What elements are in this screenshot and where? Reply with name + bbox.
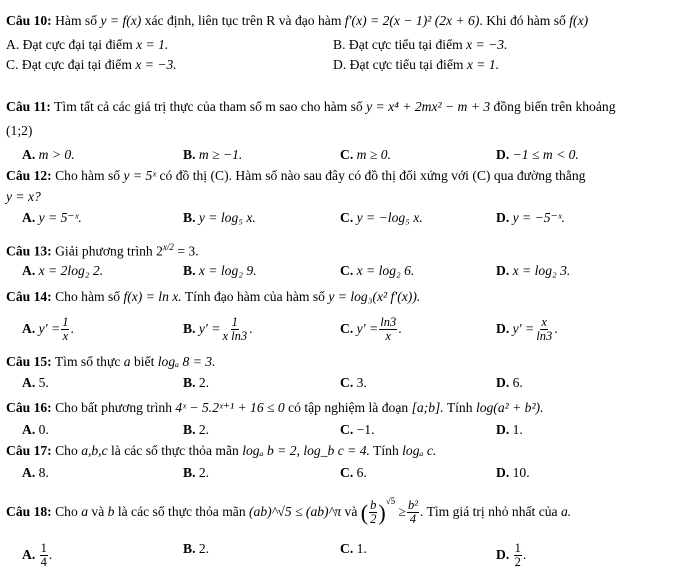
- q12-text-a: Cho hàm số: [55, 168, 121, 183]
- q16-text-a: Cho bất phương trình: [55, 400, 172, 415]
- q17-option-b[interactable]: [183, 466, 209, 480]
- fraction-denominator: 2: [514, 555, 521, 569]
- q16-formula-1: 4ˣ − 5.2ˣ⁺¹ + 16 ≤ 0: [175, 400, 285, 415]
- option-label: B.: [183, 541, 196, 556]
- q10-text-a: Hàm số: [55, 13, 98, 28]
- option-label: D.: [496, 375, 510, 390]
- option-label: A.: [22, 422, 36, 437]
- q13-option-d[interactable]: [496, 264, 570, 278]
- option-expr: 2.: [198, 375, 210, 390]
- option-expr: x = log₂ 3.: [512, 263, 571, 278]
- q14-formula-1: f(x) = ln x.: [123, 289, 182, 304]
- option-expr: x = −3.: [135, 57, 177, 72]
- option-expr: 8.: [38, 465, 49, 480]
- option-fraction: [535, 316, 553, 343]
- q15-option-d[interactable]: [496, 376, 523, 390]
- q15-stem: [6, 355, 216, 369]
- q15-variable: a: [123, 354, 131, 369]
- q18-option-d[interactable]: [496, 542, 526, 569]
- q18-left-paren: (: [360, 499, 369, 525]
- q18-var-end: a.: [560, 504, 572, 519]
- option-label: A.: [22, 210, 36, 225]
- q13-exponent: x/2: [162, 242, 174, 252]
- option-end: .: [522, 546, 527, 562]
- q10-option-d[interactable]: [333, 58, 499, 72]
- q11-text-b: đồng biến trên khoảng: [493, 99, 616, 114]
- option-end: .: [249, 320, 253, 336]
- q16-formula-2: [a;b].: [411, 400, 444, 415]
- q18-var-a: a: [81, 504, 88, 519]
- q18-text-b: và: [91, 504, 105, 519]
- q13-base: 2: [156, 243, 163, 259]
- option-label: A.: [22, 263, 36, 278]
- option-label: B.: [333, 37, 346, 52]
- fraction-denominator: 4: [409, 512, 417, 527]
- option-text: Đạt cực tiểu tại điểm: [349, 57, 464, 72]
- q11-option-a[interactable]: [22, 148, 75, 162]
- option-expr: −1 ≤ m < 0.: [512, 147, 579, 162]
- option-expr: x = 1.: [466, 57, 500, 72]
- option-label: D.: [496, 320, 510, 336]
- option-lhs: y′ =: [38, 320, 61, 336]
- q18-text-a: Cho: [55, 504, 78, 519]
- option-expr: 2.: [198, 541, 210, 556]
- q18-ge-sign: ≥: [398, 504, 407, 519]
- fraction-numerator: 1: [40, 541, 47, 555]
- q15-text-b: biết: [133, 354, 155, 369]
- option-text: Đạt cực tiểu tại điểm: [348, 37, 463, 52]
- q18-right-paren: ): [378, 499, 386, 525]
- option-label: B.: [183, 465, 196, 480]
- option-fraction: [61, 316, 69, 343]
- q12-option-d[interactable]: [496, 211, 565, 225]
- option-expr: −1.: [356, 422, 375, 437]
- q11-option-d[interactable]: [496, 148, 579, 162]
- fraction-numerator: 1: [62, 315, 69, 329]
- q15-text-a: Tìm số thực: [54, 354, 121, 369]
- option-fraction: [514, 542, 522, 569]
- option-label: C.: [340, 465, 354, 480]
- q15-option-b[interactable]: [183, 376, 209, 390]
- fraction-numerator: 1: [231, 315, 238, 329]
- option-expr: x = 2log₂ 2.: [38, 263, 104, 278]
- option-label: B.: [183, 263, 196, 278]
- option-label: A.: [22, 465, 36, 480]
- q18-text-d: và: [344, 504, 358, 519]
- option-expr: 0.: [38, 422, 49, 437]
- fraction-numerator: b: [370, 498, 377, 513]
- q15-formula: logₐ 8 = 3.: [157, 354, 216, 369]
- fraction-denominator: x ln3: [222, 329, 248, 344]
- q10-number: Câu 10:: [6, 13, 52, 28]
- q14-option-a[interactable]: [22, 316, 74, 343]
- option-lhs: y′ =: [198, 320, 221, 336]
- q18-var-b: b: [107, 504, 115, 519]
- option-expr: y = −5⁻ˣ.: [512, 210, 566, 225]
- option-expr: x = −3.: [466, 37, 508, 52]
- q18-option-a[interactable]: [22, 542, 52, 569]
- q16-option-c[interactable]: [340, 423, 375, 437]
- option-label: D.: [496, 210, 510, 225]
- q14-stem: [6, 290, 420, 304]
- q11-stem: [6, 100, 616, 114]
- q11-formula: y = x⁴ + 2mx² − m + 3: [366, 99, 491, 114]
- q16-option-b[interactable]: [183, 423, 209, 437]
- option-label: A.: [6, 37, 20, 52]
- option-expr: y = 5⁻ˣ.: [38, 210, 82, 225]
- option-label: A.: [22, 546, 36, 562]
- q12-option-b[interactable]: [183, 211, 256, 225]
- option-expr: 2.: [198, 465, 210, 480]
- q10-formula-1: y = f(x): [100, 13, 142, 28]
- option-expr: 2.: [198, 422, 210, 437]
- option-fraction: [40, 542, 48, 569]
- q16-formula-3: log(a² + b²).: [475, 400, 544, 415]
- option-end: .: [70, 320, 74, 336]
- q18-option-c[interactable]: [340, 542, 367, 556]
- q18-text-e: . Tìm giá trị nhỏ nhất của: [420, 504, 558, 519]
- q17-formula-1: logₐ b = 2,: [242, 443, 300, 458]
- option-fraction: [379, 316, 397, 343]
- option-lhs: y′ =: [512, 320, 535, 336]
- option-label: D.: [496, 546, 510, 562]
- q18-option-b[interactable]: [183, 542, 209, 556]
- q11-interval: (1;2): [6, 123, 33, 138]
- q17-option-d[interactable]: [496, 466, 530, 480]
- option-label: D.: [333, 57, 347, 72]
- option-expr: m > 0.: [38, 147, 75, 162]
- q17-text-c: Tính: [373, 443, 399, 458]
- q11-option-c[interactable]: [340, 148, 391, 162]
- option-label: B.: [183, 210, 196, 225]
- option-label: C.: [340, 422, 354, 437]
- option-label: B.: [183, 422, 196, 437]
- q15-option-a[interactable]: [22, 376, 49, 390]
- q18-number: Câu 18:: [6, 504, 52, 519]
- q11-option-b[interactable]: [183, 148, 242, 162]
- q10-formula-2: f′(x) = 2(x − 1)² (2x + 6): [344, 13, 480, 28]
- q14-option-b[interactable]: [183, 316, 253, 343]
- q18-formula-1: (ab)^√5 ≤ (ab)^π: [249, 504, 342, 519]
- q16-number: Câu 16:: [6, 400, 52, 415]
- option-label: C.: [340, 263, 354, 278]
- q13-stem: [6, 243, 199, 258]
- q17-number: Câu 17:: [6, 443, 52, 458]
- q14-number: Câu 14:: [6, 289, 52, 304]
- q13-option-c[interactable]: [340, 264, 414, 278]
- fraction-denominator: 4: [40, 555, 47, 569]
- q17-variables: a,b,c: [81, 443, 108, 458]
- q14-option-c[interactable]: [340, 316, 402, 343]
- option-label: D.: [496, 422, 510, 437]
- option-expr: 6.: [512, 375, 523, 390]
- q12-stem: [6, 169, 585, 183]
- q10-option-c[interactable]: [6, 58, 177, 72]
- q17-text-b: là các số thực thỏa mãn: [111, 443, 239, 458]
- q13-option-b[interactable]: [183, 264, 257, 278]
- option-label: C.: [6, 57, 19, 72]
- option-end: .: [48, 546, 53, 562]
- option-text: Đạt cực đại tại điểm: [22, 37, 133, 52]
- fraction-numerator: x: [541, 315, 547, 329]
- fraction-denominator: x: [385, 329, 391, 344]
- option-expr: 10.: [512, 465, 530, 480]
- q13-rhs: = 3.: [177, 243, 199, 259]
- q12-formula: y = 5ˣ: [123, 168, 157, 183]
- option-label: C.: [340, 210, 354, 225]
- q10-formula-3: f(x): [569, 13, 589, 28]
- q18-exponent: √5: [385, 496, 396, 506]
- q16-option-a[interactable]: [22, 423, 49, 437]
- option-expr: 5.: [38, 375, 49, 390]
- option-label: B.: [183, 375, 196, 390]
- option-end: .: [398, 320, 402, 336]
- fraction-denominator: x: [62, 329, 69, 344]
- q11-text-a: Tìm tất cả các giá trị thực của tham số m sao cho hàm số: [54, 99, 363, 114]
- option-expr: 1.: [356, 541, 367, 556]
- option-label: C.: [340, 375, 354, 390]
- fraction-numerator: ln3: [380, 315, 397, 329]
- option-expr: m ≥ −1.: [198, 147, 243, 162]
- q18-text-c: là các số thực thỏa mãn: [117, 504, 246, 519]
- option-text: Đạt cực đại tại điểm: [21, 57, 132, 72]
- q12-option-a[interactable]: [22, 211, 82, 225]
- q17-formula-3: logₐ c.: [402, 443, 437, 458]
- option-label: B.: [183, 320, 196, 336]
- option-expr: x = log₂ 6.: [356, 263, 415, 278]
- option-label: D.: [496, 465, 510, 480]
- q17-stem: [6, 444, 436, 458]
- fraction-denominator: ln3: [536, 329, 553, 344]
- q16-option-d[interactable]: [496, 423, 523, 437]
- option-label: A.: [22, 320, 36, 336]
- q13-text: Giải phương trình: [55, 243, 153, 259]
- q15-option-c[interactable]: [340, 376, 367, 390]
- q17-option-c[interactable]: [340, 466, 367, 480]
- q17-text-a: Cho: [55, 443, 78, 458]
- q16-stem: [6, 401, 543, 415]
- option-label: C.: [340, 147, 354, 162]
- q13-number: Câu 13:: [6, 243, 52, 259]
- q10-option-b[interactable]: [333, 38, 507, 52]
- option-label: B.: [183, 147, 196, 162]
- q18-stem: [6, 497, 571, 527]
- q13-option-a[interactable]: [22, 264, 103, 278]
- q14-formula-2: y = log₃(x² f′(x)).: [328, 289, 421, 304]
- q11-number: Câu 11:: [6, 99, 51, 114]
- q12-number: Câu 12:: [6, 168, 52, 183]
- q12-option-c[interactable]: [340, 211, 423, 225]
- q18-fraction-2: [407, 499, 419, 526]
- q12-line2: y = x?: [6, 189, 41, 204]
- fraction-numerator: 1: [514, 541, 521, 555]
- option-expr: x = 1.: [136, 37, 169, 52]
- q18-fraction-1: [369, 499, 377, 526]
- option-lhs: y′ =: [356, 320, 379, 336]
- option-expr: x = log₂ 9.: [198, 263, 257, 278]
- option-expr: 1.: [512, 422, 523, 437]
- option-expr: y = −log₅ x.: [356, 210, 423, 225]
- option-label: A.: [22, 147, 36, 162]
- q14-text-b: Tính đạo hàm của hàm số: [184, 289, 325, 304]
- option-label: C.: [340, 320, 354, 336]
- option-label: A.: [22, 375, 36, 390]
- option-fraction: [221, 316, 248, 343]
- q14-option-d[interactable]: [496, 316, 558, 343]
- q16-text-b: có tập nghiệm là đoạn: [288, 400, 409, 415]
- option-label: C.: [340, 541, 354, 556]
- q17-formula-2: log_b c = 4.: [303, 443, 370, 458]
- q10-text-b: xác định, liên tục trên R và đạo hàm: [144, 13, 342, 28]
- option-expr: 6.: [356, 465, 367, 480]
- q10-option-a[interactable]: [6, 38, 168, 52]
- q10-text-c: . Khi đó hàm số: [479, 13, 566, 28]
- option-expr: m ≥ 0.: [356, 147, 391, 162]
- fraction-numerator: b²: [408, 498, 419, 513]
- option-end: .: [554, 320, 558, 336]
- q17-option-a[interactable]: [22, 466, 49, 480]
- option-label: D.: [496, 147, 510, 162]
- option-expr: 3.: [356, 375, 367, 390]
- q10-stem: [6, 14, 588, 28]
- fraction-denominator: 2: [370, 512, 377, 527]
- q16-text-c: Tính: [446, 400, 473, 415]
- q15-number: Câu 15:: [6, 354, 52, 369]
- q12-text-b: có đồ thị (C). Hàm số nào sau đây có đồ thị đối xứng với (C) qua đường thẳng: [159, 168, 586, 183]
- option-expr: y = log₅ x.: [198, 210, 256, 225]
- option-label: D.: [496, 263, 510, 278]
- q14-text-a: Cho hàm số: [55, 289, 121, 304]
